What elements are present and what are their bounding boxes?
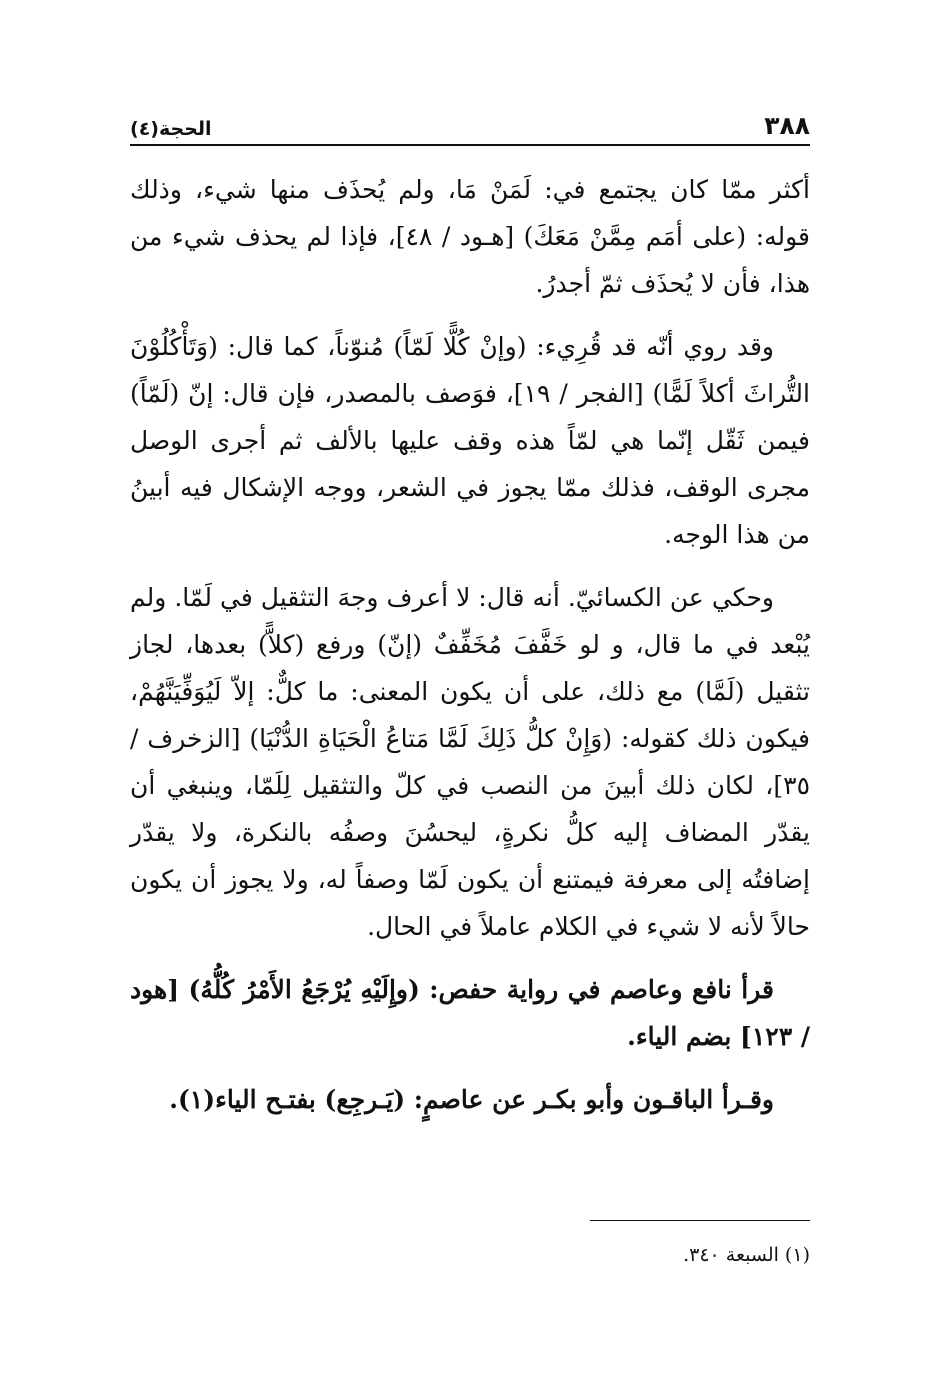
paragraph-2: وقد روي أنّه قد قُرِيء: (وإنْ كُلًّا لَمّاً) مُنوّناً، كما قال: (وَتَأْكُلُوْنَ التُّراثَ أكلاً لَمًّا) [الفجر / ١٩]، فوَصف بالمصدر، فإن قال: إنّ (لَمّاً) فيمن ثَقّل إنّما هي لمّاً هذه وقف عليها بالألف ثم أجرى الوصل مجرى الوقف، فذلك ممّا يجوز في الشعر، ووجه الإشكال فيه أبينُ من هذا الوجه. [130,332,810,549]
book-page [130,100,810,1320]
paragraph-3: وحكي عن الكسائيّ. أنه قال: لا أعرف وجهَ التثقيل في لَمّا. ولم يُبْعد في ما قال، و لو خَفَّفَ مُخَفِّفٌ (إنّ) ورفع (كلاًّ) بعدها، لجاز تثقيل (لَمَّا) مع ذلك، على أن يكون المعنى: ما كلٌّ: إلاّ لَيُوَفِّيَنَّهُمْ، فيكون ذلك كقوله: (وَإِنْ كلُّ ذَلِكَ لَمَّا مَتاعُ الْحَيَاةِ الدُّنْيَا) [الزخرف / ٣٥]، لكان ذلك أبينَ من النصب في كلّ والتثقيل لِلَمّا، وينبغي أن يقدّر المضاف إليه كلُّ نكرةٍ، ليحسُنَ وصفُه بالنكرة، ولا يقدّر إضافتُه إلى معرفة فيمتنع أن يكون لَمّا وصفاً له، ولا يجوز أن يكون حالاً لأنه لا شيء في الكلام عاملاً في الحال. [130,583,810,941]
paragraph-4: قرأ نافع وعاصم في رواية حفص: (وإِلَيْهِ يُرْجَعُ الأَمْرُ كُلُّهُ) [هود / ١٢٣] بضم الياء. [130,975,810,1051]
paragraph-1: أكثر ممّا كان يجتمع في: لَمَنْ مَا، ولم يُحذَف منها شيء، وذلك قوله: (على أمَم مِمَّنْ مَعَكَ) [هـود / ٤٨]، فإذا لم يحذف شيء من هذا، فأن لا يُحذَف ثمّ أجدرُ. [130,175,811,298]
paragraph-5: وقـرأ الباقـون وأبو بكـر عن عاصمٍ: (يَـرجِع) بفتـح الياء(١). [169,1085,774,1114]
footnote: (١) السبعة ٣٤٠. [683,1244,810,1266]
page-number: ٣٨٨ [764,111,810,140]
running-title: الحجة(٤) [130,118,212,140]
running-header [130,100,810,146]
body-text [130,166,810,1123]
footnote-divider [590,1220,810,1221]
